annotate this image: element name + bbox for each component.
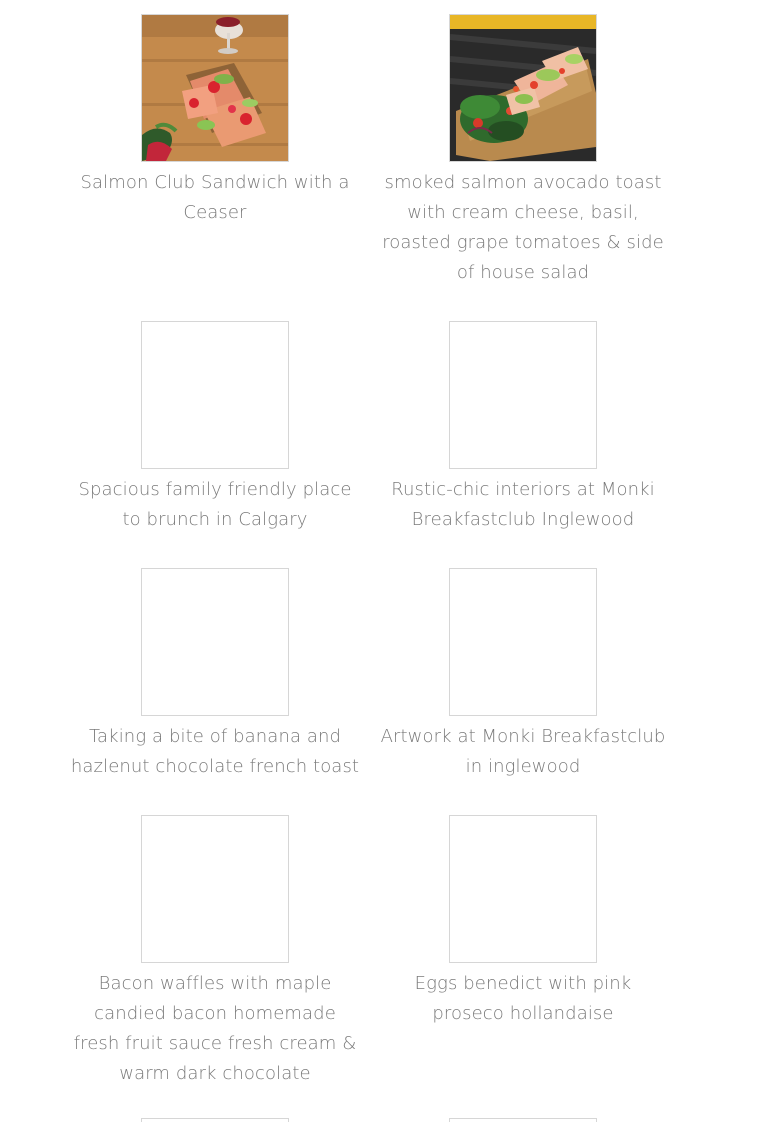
gallery-caption: Rustic-chic interiors at Monki Breakfastclub Inglewood bbox=[391, 479, 655, 530]
artwork-photo[interactable] bbox=[449, 568, 597, 716]
gallery-item bbox=[378, 321, 668, 535]
gallery-item bbox=[378, 815, 668, 1029]
gallery-item bbox=[70, 14, 360, 228]
gallery-caption: Eggs benedict with pink proseco hollandaise bbox=[414, 973, 632, 1024]
gallery-caption: smoked salmon avocado toast with cream cheese, basil, roasted grape tomatoes & side of house salad bbox=[382, 172, 664, 283]
french-toast-photo[interactable] bbox=[141, 568, 289, 716]
gallery-caption: Spacious family friendly place to brunch in Calgary bbox=[78, 479, 352, 530]
gallery-item bbox=[70, 568, 360, 782]
gallery-item bbox=[378, 14, 668, 288]
gallery-item bbox=[70, 321, 360, 535]
gallery-caption: Taking a bite of banana and hazlenut chocolate french toast bbox=[70, 726, 360, 777]
gallery-item bbox=[70, 815, 360, 1089]
gallery-item bbox=[70, 1118, 360, 1122]
bacon-waffles-photo[interactable] bbox=[141, 815, 289, 963]
gallery-caption: Artwork at Monki Breakfastclub in inglewood bbox=[380, 726, 666, 777]
gallery-caption: Salmon Club Sandwich with a Ceaser bbox=[80, 172, 350, 223]
next-gallery-photo[interactable] bbox=[449, 1118, 597, 1122]
gallery-item bbox=[378, 1118, 668, 1122]
salmon-club-sandwich-photo[interactable] bbox=[141, 14, 289, 162]
gallery-item bbox=[378, 568, 668, 782]
rustic-interior-photo[interactable] bbox=[449, 321, 597, 469]
restaurant-interior-photo[interactable] bbox=[141, 321, 289, 469]
salmon-avocado-toast-photo[interactable] bbox=[449, 14, 597, 162]
eggs-benedict-photo[interactable] bbox=[449, 815, 597, 963]
next-gallery-photo[interactable] bbox=[141, 1118, 289, 1122]
gallery-caption: Bacon waffles with maple candied bacon homemade fresh fruit sauce fresh cream & warm dark chocolate bbox=[73, 973, 357, 1084]
